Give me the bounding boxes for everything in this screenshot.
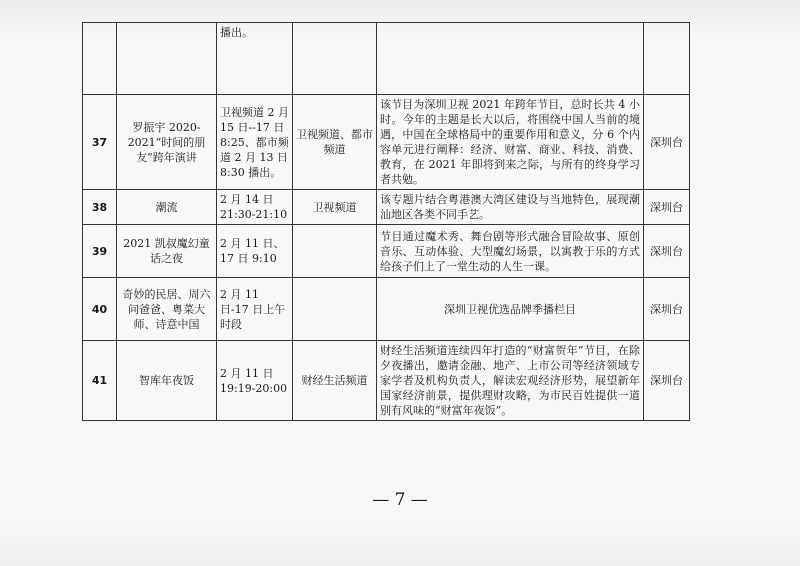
station-cell: 深圳台 — [644, 225, 690, 278]
station-cell: 深圳台 — [644, 190, 690, 225]
description-cell — [377, 23, 644, 95]
number-cell: 37 — [83, 95, 117, 190]
description-cell: 该专题片结合粤港澳大湾区建设与当地特色，展现潮汕地区各类不同手艺。 — [377, 190, 644, 225]
table-row — [83, 341, 690, 421]
table-row-continuation — [83, 23, 690, 95]
broadcast-time-cell: 2 月 11 日、17 日 9:10 — [217, 225, 293, 278]
number-cell: 40 — [83, 278, 117, 341]
channel-cell — [293, 225, 377, 278]
station-cell — [644, 23, 690, 95]
channel-cell: 财经生活频道 — [293, 341, 377, 421]
broadcast-time-cell: 播出。 — [217, 23, 293, 95]
program-name-cell: 罗振宇 2020-2021“时间的朋友”跨年演讲 — [117, 95, 217, 190]
page-number: — 7 — — [372, 490, 428, 510]
number-cell: 39 — [83, 225, 117, 278]
broadcast-time-cell: 2 月 11 日-17 日上午时段 — [217, 278, 293, 341]
program-table — [82, 22, 690, 421]
number-cell — [83, 23, 117, 95]
program-name-cell: 奇妙的民居、周六问爸爸、粤菜大师、诗意中国 — [117, 278, 217, 341]
broadcast-time-cell: 2 月 11 日 19:19-20:00 — [217, 341, 293, 421]
channel-cell: 卫视频道 — [293, 190, 377, 225]
broadcast-time-cell: 2 月 14 日 21:30-21:10 — [217, 190, 293, 225]
description-cell: 节目通过魔术秀、舞台剧等形式融合冒险故事、原创音乐、互动体验、大型魔幻场景，以寓教于乐的方式给孩子们上了一堂生动的人生一课。 — [377, 225, 644, 278]
table-row — [83, 95, 690, 190]
broadcast-time-cell: 卫视频道 2 月 15 日--17 日 8:25、都市频道 2 月 13 日 8:30 播出。 — [217, 95, 293, 190]
station-cell: 深圳台 — [644, 278, 690, 341]
program-name-cell: 潮流 — [117, 190, 217, 225]
description-cell: 财经生活频道连续四年打造的“财富贺年”节目，在除夕夜播出，邀请金融、地产、上市公司等经济领域专家学者及机构负责人，解读宏观经济形势，展望新年国家经济前景，提供理财攻略，为市民百姓提供一道别有风味的“财富年夜饭”。 — [377, 341, 644, 421]
number-cell: 41 — [83, 341, 117, 421]
channel-cell — [293, 278, 377, 341]
program-name-cell: 2021 凯叔魔幻童话之夜 — [117, 225, 217, 278]
table-row — [83, 225, 690, 278]
number-cell: 38 — [83, 190, 117, 225]
description-cell: 深圳卫视优选品牌季播栏目 — [377, 278, 644, 341]
table-row — [83, 278, 690, 341]
channel-cell: 卫视频道、都市频道 — [293, 95, 377, 190]
station-cell: 深圳台 — [644, 95, 690, 190]
description-cell: 该节目为深圳卫视 2021 年跨年节目，总时长共 4 小时。今年的主题是长大以后，将围绕中国人当前的境遇，中国在全球格局中的重要作用和意义，分 6 个内容单元进行阐释：经济、财富、商业、科技、消费、教育，在 2021 年即将到来之际，与所有的终身学习者共勉。 — [377, 95, 644, 190]
program-name-cell: 智库年夜饭 — [117, 341, 217, 421]
station-cell: 深圳台 — [644, 341, 690, 421]
channel-cell — [293, 23, 377, 95]
table-row — [83, 190, 690, 225]
program-name-cell — [117, 23, 217, 95]
